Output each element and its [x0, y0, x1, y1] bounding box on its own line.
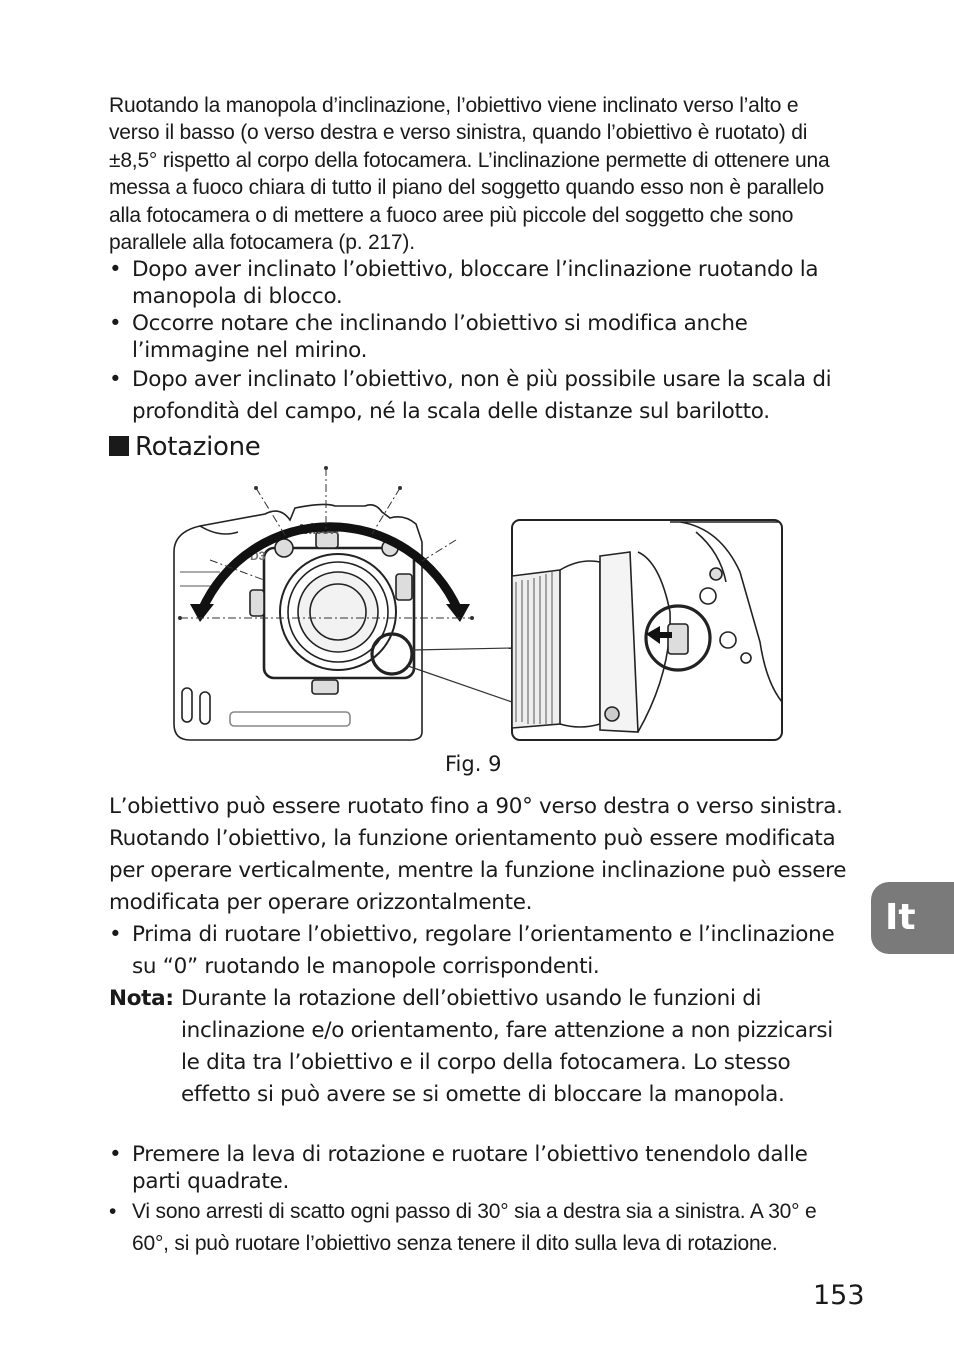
list-item [109, 1196, 849, 1260]
camera-brand: Nikon [298, 521, 340, 538]
section-heading-text: Rotazione [135, 432, 261, 462]
rotation-section [109, 791, 849, 1111]
final-bullet-list [109, 1141, 849, 1195]
detail-inset [512, 520, 782, 740]
bullet-dot: • [109, 257, 122, 282]
bullet-text: Dopo aver inclinato l’obiettivo, bloccare l’inclinazione ruotando la manopola di blocco. [132, 257, 819, 309]
bullet-text: Premere la leva di rotazione e ruotare l’obiettivo tenendolo dalle parti quadrate. [132, 1142, 808, 1194]
note-block [109, 983, 849, 1111]
bullet-text: Prima di ruotare l’obiettivo, regolare l’orientamento e l’inclinazione su “0” ruotando le manopole corrispondenti. [132, 922, 835, 979]
note-text: Durante la rotazione dell’obiettivo usando le funzioni di inclinazione e/o orientamento, fare attenzione a non pizzicarsi le dita tra l’obiettivo e il corpo della fotocamera. Lo stesso effetto si può avere se si omette di bloccare la manopola. [181, 986, 833, 1107]
final-bullet-list-condensed [109, 1196, 849, 1260]
bullet-dot: • [109, 311, 122, 336]
bullet-text: Dopo aver inclinato l’obiettivo, non è più possibile usare la scala di profondità del campo, né la scala delle distanze sul barilotto. [132, 367, 832, 424]
bullet-dot: • [109, 922, 122, 947]
arrow-right-icon [446, 604, 470, 622]
bullet-dot: • [109, 1200, 117, 1223]
arrow-left-icon [190, 604, 214, 622]
note-label: Nota: [109, 986, 174, 1011]
list-item [109, 364, 849, 428]
tilt-bullet-list [109, 256, 849, 428]
figure-9-illustration [160, 462, 790, 752]
rotation-paragraph: L’obiettivo può essere ruotato fino a 90° verso destra o verso sinistra. Ruotando l’obiettivo, la funzione orientamento può essere modificata per operare verticalmente, mentre la funzione inclinazione può essere modificata per operare orizzontalmente. [109, 794, 847, 915]
list-item [109, 310, 849, 364]
square-bullet-icon [109, 436, 129, 456]
figure-caption: Fig. 9 [445, 752, 502, 776]
list-item [109, 1141, 849, 1195]
intro-text: Ruotando la manopola d’inclinazione, l’obiettivo viene inclinato verso l’alto e verso il basso (o verso destra e verso sinistra, quando l’obiettivo è ruotato) di ±8,5° rispetto al corpo della fotocamera. L’inclinazione permette di ottenere una messa a fuoco chiara di tutto il piano del soggetto quando esso non è parallelo alla fotocamera o di mettere a fuoco aree più piccole del soggetto che sono parallele alla fotocamera (p. 217). [109, 94, 830, 255]
list-item [109, 256, 849, 310]
page-number: 153 [813, 1280, 865, 1311]
intro-paragraph [109, 92, 849, 256]
bullet-dot: • [109, 1142, 122, 1167]
camera-model: D3 [250, 549, 266, 563]
bullet-dot: • [109, 367, 122, 392]
list-item [109, 919, 849, 983]
section-heading [109, 432, 261, 462]
language-tab: It [871, 882, 954, 954]
bullet-text: Occorre notare che inclinando l’obiettivo si modifica anche l’immagine nel mirino. [132, 311, 748, 363]
bullet-text: Vi sono arresti di scatto ogni passo di 30° sia a destra sia a sinistra. A 30° e 60°, si può ruotare l’obiettivo senza tenere il dito sulla leva di rotazione. [132, 1200, 817, 1255]
